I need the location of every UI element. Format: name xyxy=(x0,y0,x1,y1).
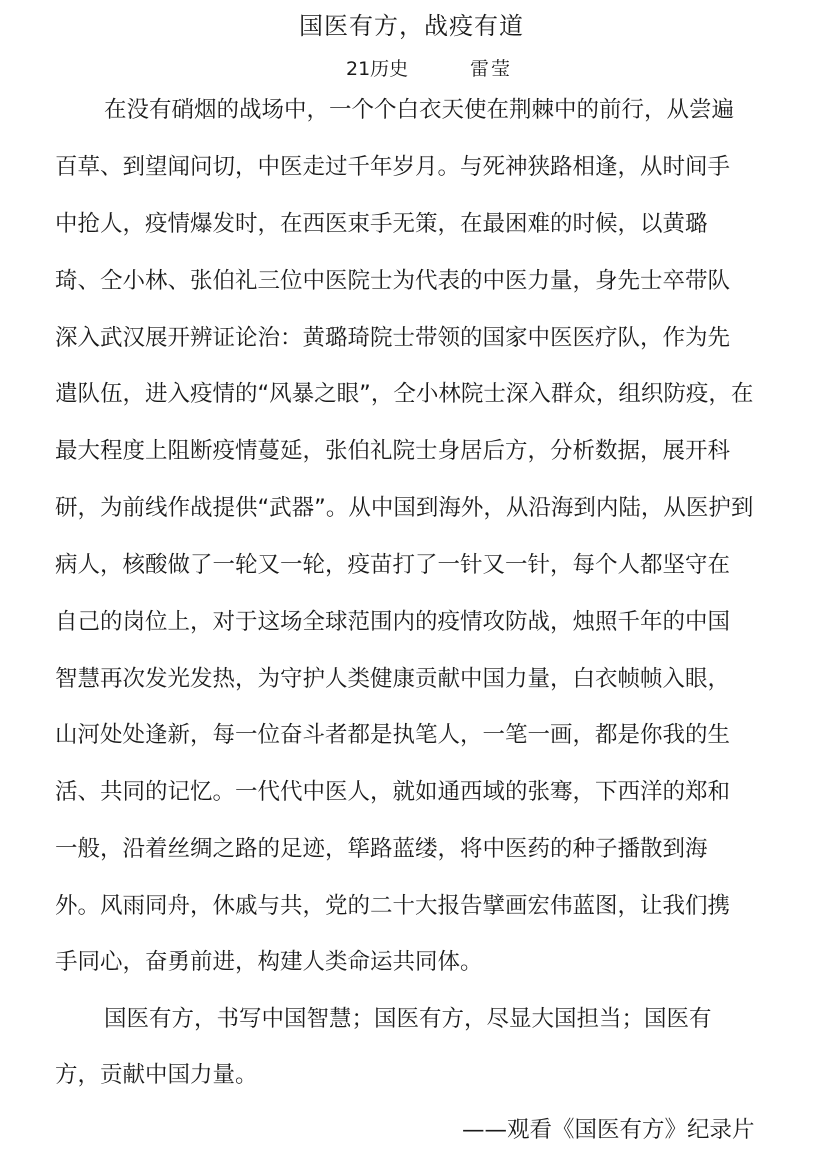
text-line: 研，为前线作战提供“武器”。从中国到海外，从沿海到内陆，从医护到 xyxy=(55,495,754,521)
text-line: 在没有硝烟的战场中，一个个白衣天使在荆棘中的前行，从尝遍 xyxy=(104,97,735,123)
byline-class: 21历史 xyxy=(346,58,409,80)
text-line: 方，贡献中国力量。 xyxy=(55,1062,258,1088)
text-line: 国医有方，书写中国智慧；国医有方，尽显大国担当；国医有 xyxy=(104,1006,712,1032)
text-line: 活、共同的记忆。一代代中医人，就如通西域的张骞，下西洋的郑和 xyxy=(55,779,731,805)
text-line: 自己的岗位上，对于这场全球范围内的疫情攻防战，烛照千年的中国 xyxy=(55,609,731,635)
text-line: 最大程度上阻断疫情蔓延，张伯礼院士身居后方，分析数据，展开科 xyxy=(55,438,731,464)
text-line: 琦、仝小林、张伯礼三位中医院士为代表的中医力量，身先士卒带队 xyxy=(55,268,731,294)
text-line: 病人，核酸做了一轮又一轮，疫苗打了一针又一针，每个人都坚守在 xyxy=(55,552,731,578)
text-line: 百草、到望闻问切，中医走过千年岁月。与死神狭路相逢，从时间手 xyxy=(55,154,731,180)
text-line: 深入武汉展开辨证论治：黄璐琦院士带领的国家中医医疗队，作为先 xyxy=(55,325,731,351)
text-line: 中抢人，疫情爆发时，在西医束手无策，在最困难的时候，以黄璐 xyxy=(55,211,708,237)
text-line: 手同心，奋勇前进，构建人类命运共同体。 xyxy=(55,949,483,975)
text-line: 外。风雨同舟，休戚与共，党的二十大报告擘画宏伟蓝图，让我们携 xyxy=(55,893,731,919)
text-line: 智慧再次发光发热，为守护人类健康贡献中国力量，白衣帧帧入眼， xyxy=(55,666,731,692)
text-line: 山河处处逢新，每一位奋斗者都是执笔人，一笔一画，都是你我的生 xyxy=(55,722,731,748)
attribution: ——观看《国医有方》纪录片 xyxy=(462,1117,755,1143)
document-title: 国医有方，战疫有道 xyxy=(299,12,524,40)
byline-author: 雷莹 xyxy=(470,58,513,80)
text-line: 遣队伍，进入疫情的“风暴之眼”，仝小林院士深入群众，组织防疫，在 xyxy=(55,381,754,407)
text-line: 一般，沿着丝绸之路的足迹，筚路蓝缕，将中医药的种子播散到海 xyxy=(55,836,708,862)
